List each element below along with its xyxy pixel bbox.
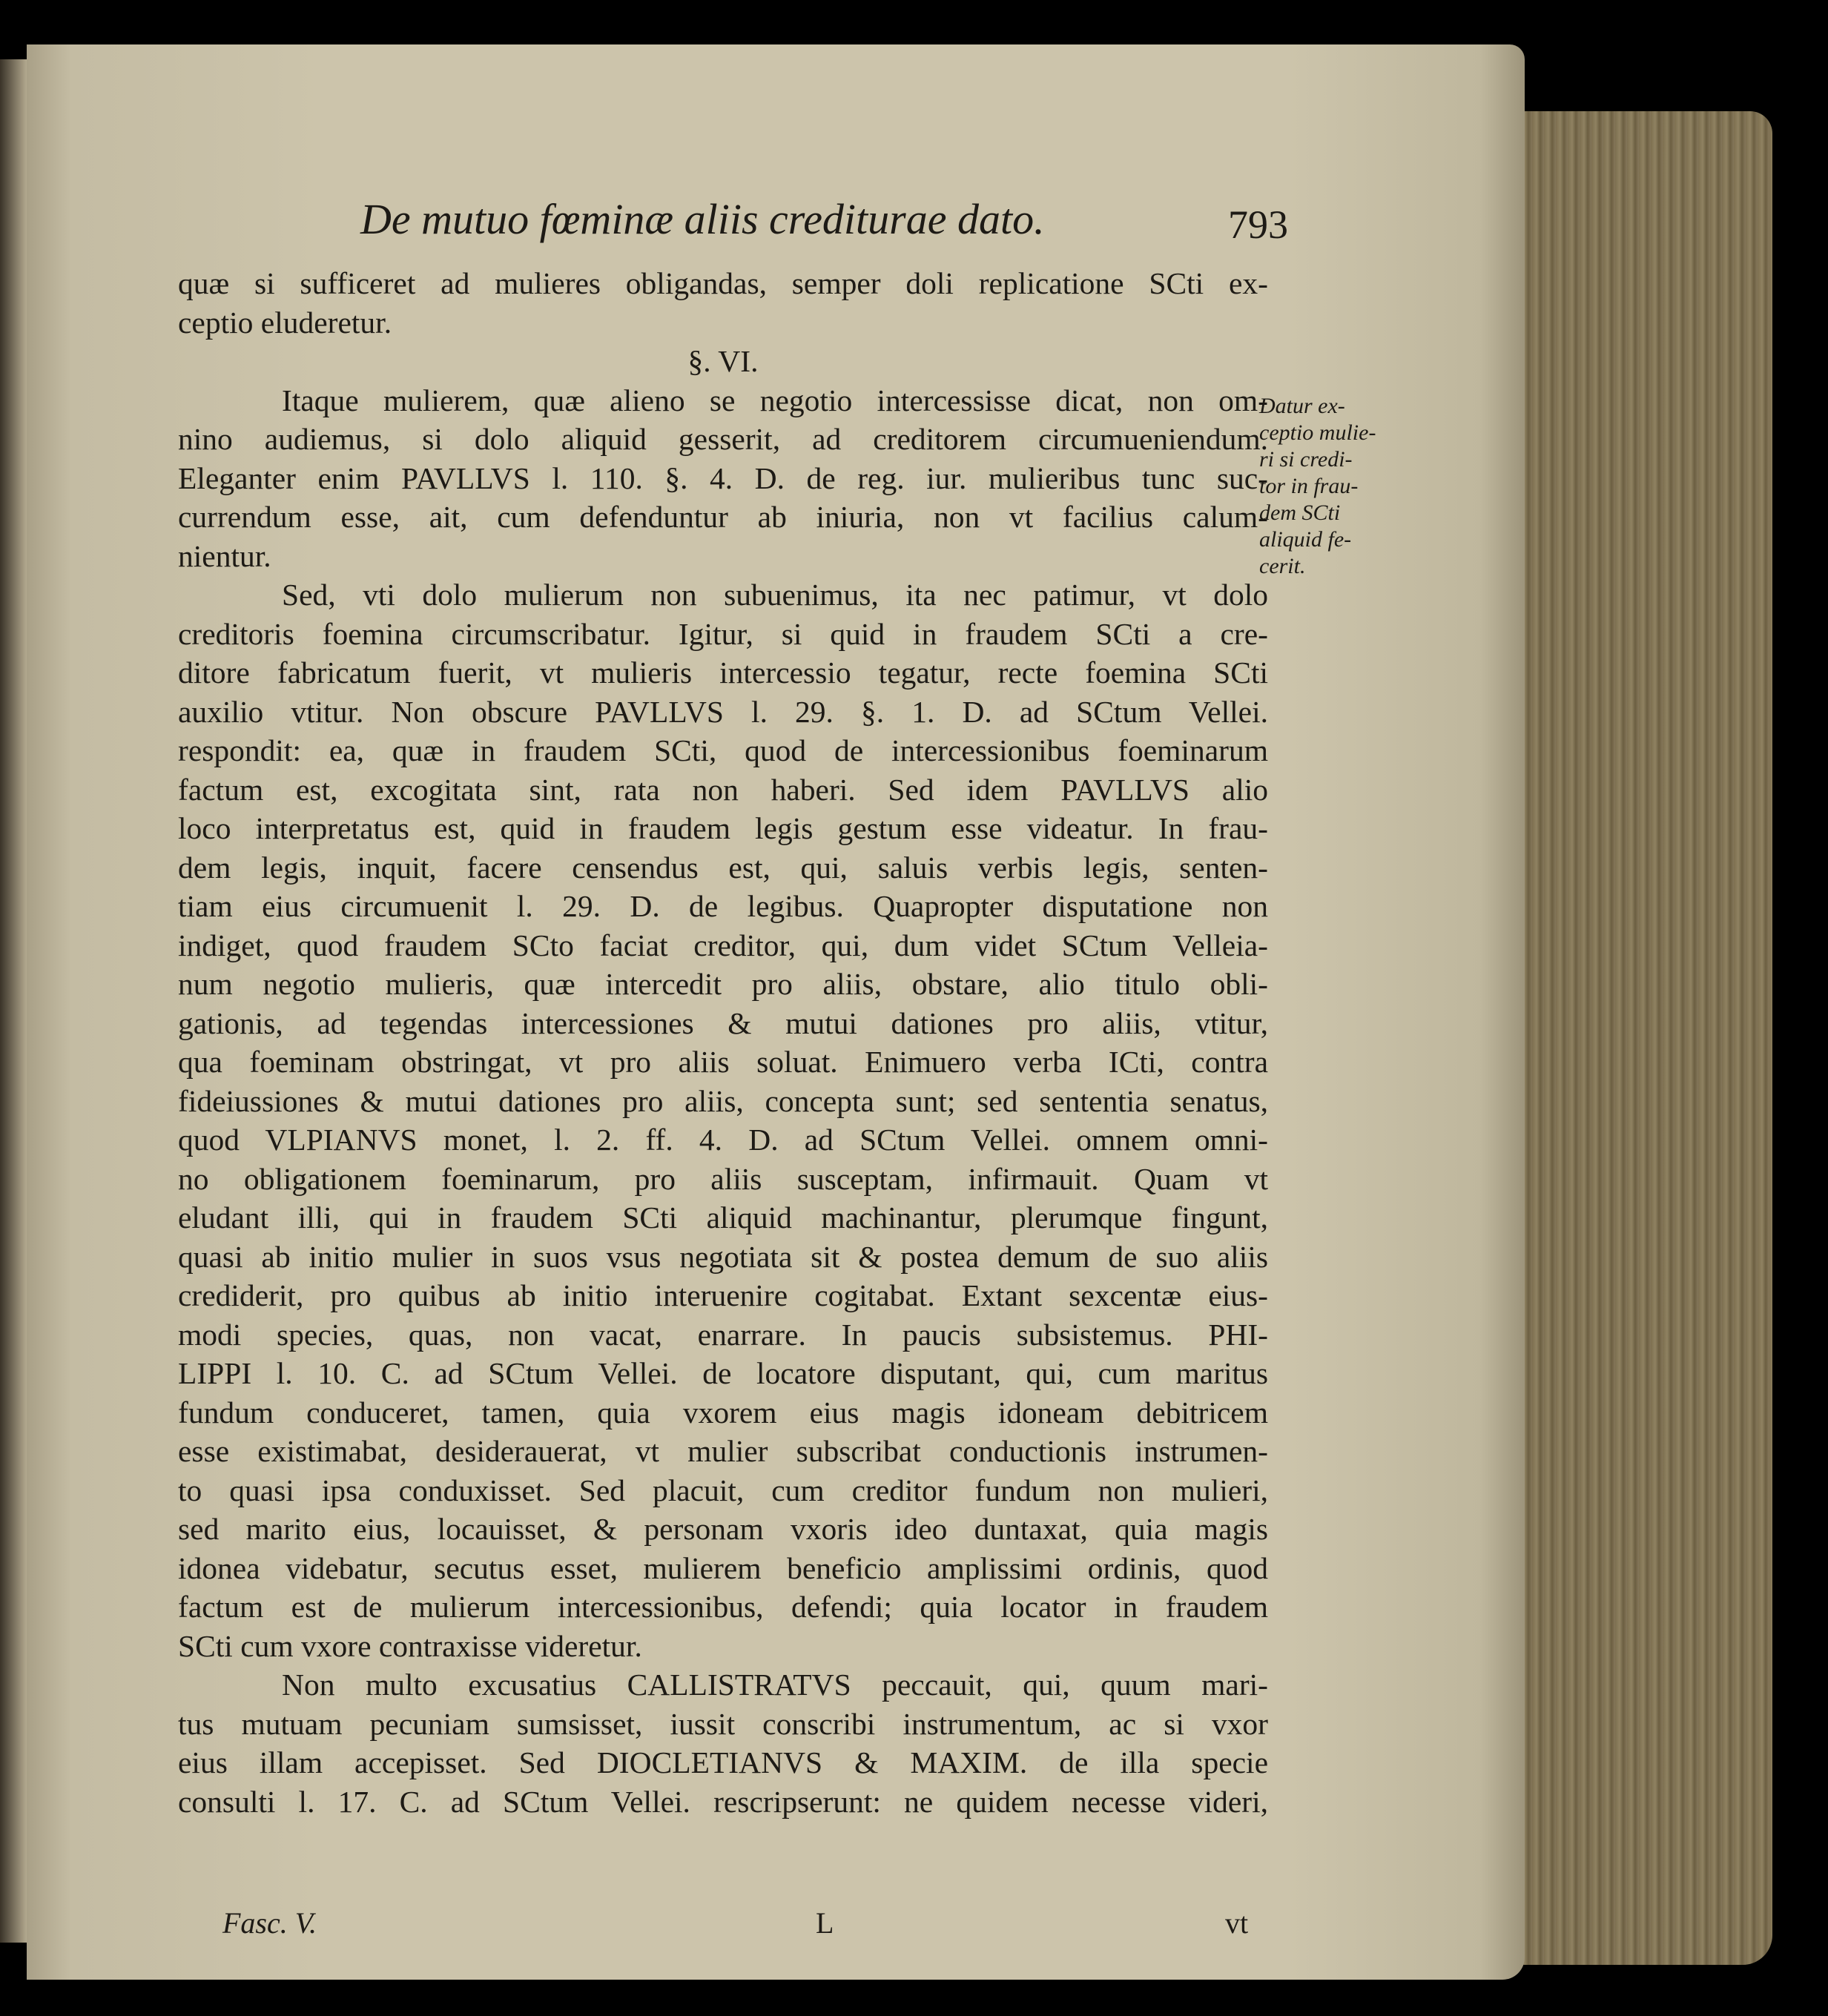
text-line: esse existimabat, desiderauerat, vt mulier subscribat conductionis instrumen- bbox=[178, 1434, 1268, 1468]
margin-note-line: tor in frau- bbox=[1259, 474, 1359, 498]
text-line: auxilio vtitur. Non obscure PAVLLVS l. 29. §. 1. D. ad SCtum Vellei. bbox=[178, 694, 1268, 729]
page-number: 793 bbox=[1228, 202, 1288, 247]
text-line: ditore fabricatum fuerit, vt mulieris intercessio tegatur, recte foemina SCti bbox=[178, 655, 1268, 690]
margin-note-line: cerit. bbox=[1259, 554, 1306, 578]
text-line: Itaque mulierem, quæ alieno se negotio intercessisse dicat, non om- bbox=[282, 383, 1268, 417]
text-line: tus mutuam pecuniam sumsisset, iussit conscribi instrumentum, ac si vxor bbox=[178, 1706, 1268, 1741]
section-heading: §. VI. bbox=[687, 344, 759, 378]
margin-note-line: dem SCti bbox=[1259, 500, 1341, 525]
text-line: Sed, vti dolo mulierum non subuenimus, ita nec patimur, vt dolo bbox=[282, 578, 1268, 612]
text-line: LIPPI l. 10. C. ad SCtum Vellei. de locatore disputant, qui, cum maritus bbox=[178, 1356, 1268, 1390]
text-line: fundum conduceret, tamen, quia vxorem eius magis idoneam debitricem bbox=[178, 1395, 1268, 1430]
margin-note-line: ri si credi- bbox=[1259, 447, 1353, 472]
text-line: quasi ab initio mulier in suos vsus negotiata sit & postea demum de suo aliis bbox=[178, 1239, 1268, 1274]
text-line: fideiussiones & mutui dationes pro aliis, concepta sunt; sed sententia senatus, bbox=[178, 1083, 1268, 1118]
catchword: vt bbox=[1225, 1906, 1249, 1940]
text-line: num negotio mulieris, quæ intercedit pro aliis, obstare, alio titulo obli- bbox=[178, 967, 1268, 1001]
text-line: sed marito eius, locauisset, & personam vxoris ideo duntaxat, quia magis bbox=[178, 1512, 1268, 1546]
book-page-edges bbox=[1520, 111, 1772, 1965]
margin-note bbox=[1259, 393, 1408, 580]
text-line: nientur. bbox=[178, 538, 271, 573]
text-line: tiam eius circumuenit l. 29. D. de legibus. Quapropter disputatione non bbox=[178, 889, 1268, 923]
text-line: consulti l. 17. C. ad SCtum Vellei. rescripserunt: ne quidem necesse videri, bbox=[178, 1784, 1268, 1819]
book-page bbox=[27, 44, 1525, 1980]
text-line: qua foeminam obstringat, vt pro aliis soluat. Enimuero verba ICti, contra bbox=[178, 1045, 1268, 1079]
body-text bbox=[178, 264, 1268, 1821]
text-line: eius illam accepisset. Sed DIOCLETIANVS & MAXIM. de illa specie bbox=[178, 1745, 1268, 1779]
book-left-edge bbox=[0, 59, 27, 1943]
text-line: Eleganter enim PAVLLVS l. 110. §. 4. D. de reg. iur. mulieribus tunc suc- bbox=[178, 460, 1268, 495]
signature-letter: L bbox=[816, 1906, 834, 1940]
text-line: ceptio eluderetur. bbox=[178, 305, 392, 340]
text-line: factum est de mulierum intercessionibus, defendi; quia locator in fraudem bbox=[178, 1590, 1268, 1624]
text-line: quæ si sufficeret ad mulieres obligandas, semper doli replicatione SCti ex- bbox=[178, 266, 1268, 300]
text-line: modi species, quas, non vacat, enarrare. In paucis subsistemus. PHI- bbox=[178, 1317, 1268, 1352]
text-line: Non multo excusatius CALLISTRATVS peccauit, qui, quum mari- bbox=[282, 1668, 1268, 1702]
text-line: loco interpretatus est, quid in fraudem legis gestum esse videatur. In frau- bbox=[178, 811, 1268, 845]
margin-note-line: ceptio mulie- bbox=[1259, 420, 1376, 445]
text-line: crediderit, pro quibus ab initio interuenire cogitabat. Extant sexcentæ eius- bbox=[178, 1278, 1268, 1312]
text-line: to quasi ipsa conduxisset. Sed placuit, cum creditor fundum non mulieri, bbox=[178, 1473, 1268, 1507]
text-line: no obligationem foeminarum, pro aliis susceptam, infirmauit. Quam vt bbox=[178, 1161, 1268, 1196]
text-line: factum est, excogitata sint, rata non haberi. Sed idem PAVLLVS alio bbox=[178, 772, 1268, 807]
text-line: SCti cum vxore contraxisse videretur. bbox=[178, 1628, 642, 1663]
text-line: nino audiemus, si dolo aliquid gesserit, ad creditorem circumueniendum. bbox=[178, 422, 1268, 456]
margin-note-line: Datur ex- bbox=[1259, 394, 1345, 418]
text-line: quod VLPIANVS monet, l. 2. ff. 4. D. ad SCtum Vellei. omnem omni- bbox=[178, 1123, 1268, 1157]
text-line: indiget, quod fraudem SCto faciat creditor, qui, dum videt SCtum Velleia- bbox=[178, 928, 1268, 962]
signature-mark: Fasc. V. bbox=[222, 1906, 317, 1940]
text-line: creditoris foemina circumscribatur. Igitur, si quid in fraudem SCti a cre- bbox=[178, 616, 1268, 651]
text-line: dem legis, inquit, facere censendus est, qui, saluis verbis legis, senten- bbox=[178, 850, 1268, 885]
text-line: gationis, ad tegendas intercessiones & mutui dationes pro aliis, vtitur, bbox=[178, 1005, 1268, 1040]
text-line: respondit: ea, quæ in fraudem SCti, quod de intercessionibus foeminarum bbox=[178, 733, 1268, 767]
running-title: De mutuo fœminæ aliis crediturae dato. bbox=[360, 195, 1045, 243]
margin-note-line: aliquid fe- bbox=[1259, 527, 1352, 552]
text-line: eludant illi, qui in fraudem SCti aliquid machinantur, plerumque fingunt, bbox=[178, 1200, 1268, 1235]
text-line: currendum esse, ait, cum defenduntur ab iniuria, non vt facilius calum- bbox=[178, 500, 1268, 534]
text-line: idonea videbatur, secutus esset, mulierem beneficio amplissimi ordinis, quod bbox=[178, 1550, 1268, 1585]
